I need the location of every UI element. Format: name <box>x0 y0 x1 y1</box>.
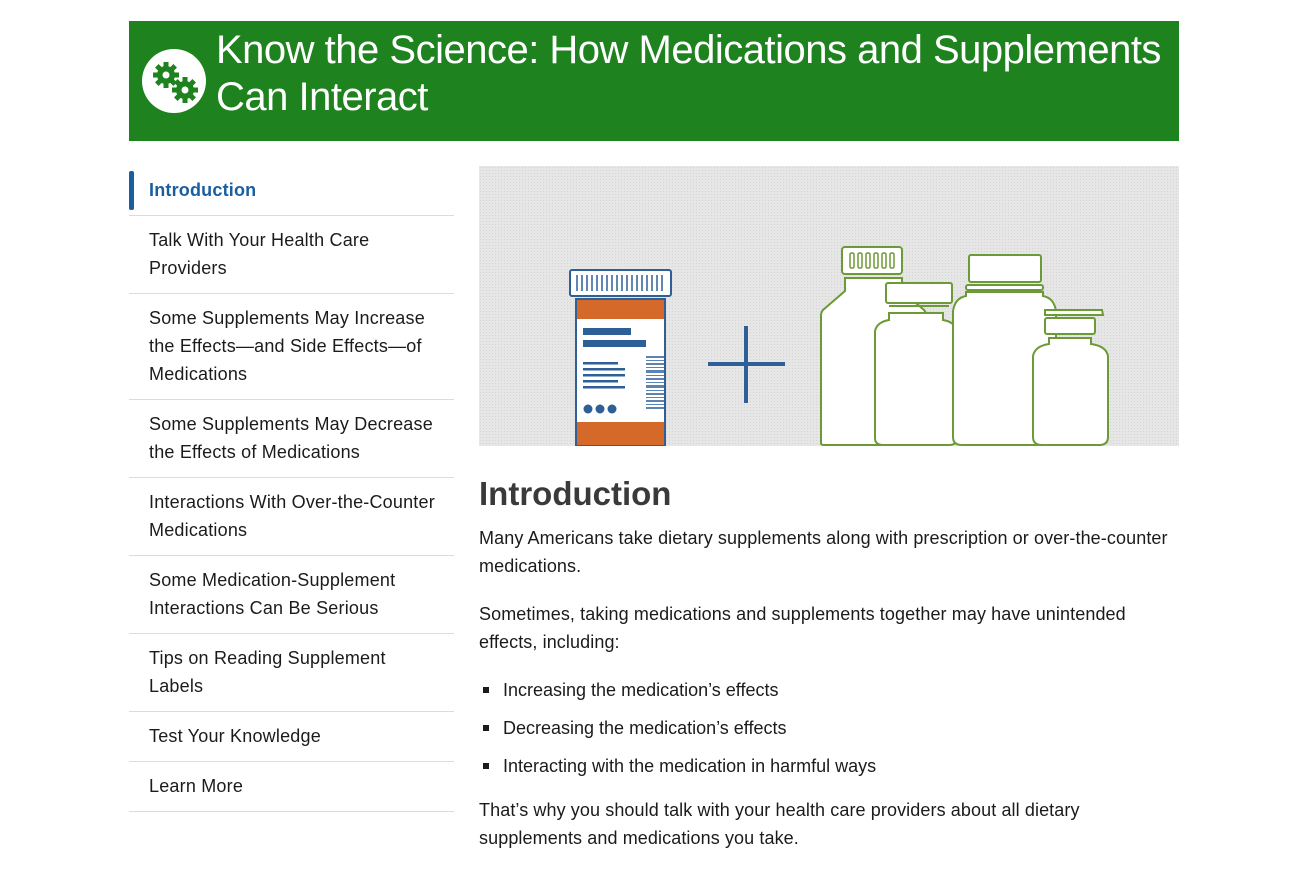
hero-illustration <box>479 166 1179 446</box>
nav-item-introduction[interactable]: Introduction <box>129 166 454 216</box>
main-content <box>479 166 1179 852</box>
list-item: Interacting with the medication in harmful ways <box>479 752 1179 780</box>
nav-item-test-knowledge[interactable]: Test Your Knowledge <box>129 712 454 762</box>
list-item: Increasing the medication’s effects <box>479 676 1179 704</box>
effects-paragraph: Sometimes, taking medications and supplements together may have unintended effects, including: <box>479 604 1126 652</box>
nav-item-serious-interactions[interactable]: Some Medication-Supplement Interactions Can Be Serious <box>129 556 454 634</box>
list-item: Decreasing the medication’s effects <box>479 714 1179 742</box>
nav-item-decrease-effects[interactable]: Some Supplements May Decrease the Effects of Medications <box>129 400 454 478</box>
section-title: Introduction <box>479 475 672 512</box>
plus-icon <box>708 326 785 403</box>
page-title: Know the Science: How Medications and Supplements Can Interact <box>216 28 1161 119</box>
nav-item-otc-interactions[interactable]: Interactions With Over-the-Counter Medications <box>129 478 454 556</box>
effects-list <box>479 676 1179 780</box>
nav-item-talk-with-providers[interactable]: Talk With Your Health Care Providers <box>129 216 454 294</box>
nav-item-reading-labels[interactable]: Tips on Reading Supplement Labels <box>129 634 454 712</box>
gears-icon <box>142 49 206 113</box>
prescription-bottle-icon <box>570 270 671 445</box>
nav-item-increase-effects[interactable]: Some Supplements May Increase the Effects—and Side Effects—of Medications <box>129 294 454 400</box>
supplement-bottles-icon <box>821 247 1108 445</box>
closing-paragraph: That’s why you should talk with your health care providers about all dietary supplements and medications you take. <box>479 800 1080 848</box>
page-banner <box>129 21 1179 141</box>
intro-paragraph: Many Americans take dietary supplements along with prescription or over-the-counter medications. <box>479 528 1168 576</box>
section-nav <box>129 166 454 812</box>
nav-item-learn-more[interactable]: Learn More <box>129 762 454 812</box>
